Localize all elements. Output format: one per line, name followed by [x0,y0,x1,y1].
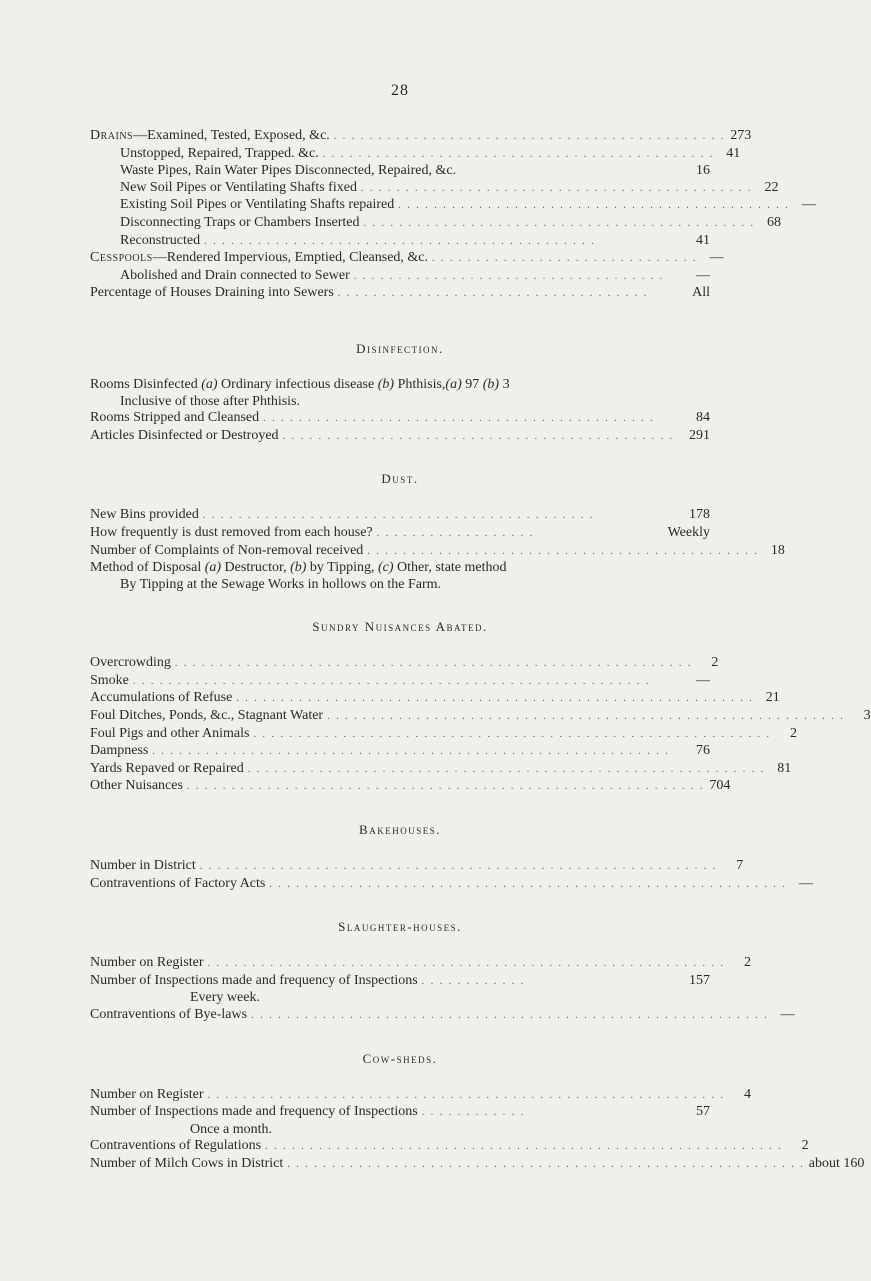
drains-item [90,197,816,215]
item-value: 2 [711,655,719,671]
dust-item [90,525,710,543]
sundry-item [90,690,780,708]
item-value: 7 [736,858,744,874]
item-value: 291 [689,427,710,443]
item-label: New Bins provided [90,507,199,523]
slaughter-inspections-row [90,973,710,991]
leader-dots: . . . . . . . . . . . . . . . . . . . . . . . . . . . . . . . . . . . . . . . . . . . . [282,430,675,442]
leader-dots: . . . . . . . . . . . . . . . . . . . . . . . . . . . . . . . . . . . . . . . . . . . . [363,217,756,229]
item-value: 68 [767,214,782,230]
sundry-heading: Sundry Nuisances Abated. [312,619,488,635]
item-value: 3 [863,708,871,724]
mark-c: (c) [378,560,394,576]
item-value: 57 [696,1104,710,1120]
cowsheds-milch-row [90,1155,865,1174]
cesspools-lead: Cesspools [90,250,153,266]
cowsheds-frequency: Once a month. [190,1121,273,1137]
item-value: 2 [801,1138,809,1154]
cesspools-first-value: — [709,250,724,266]
rooms-b-value: 3 [499,376,510,392]
item-label: Foul Ditches, Ponds, &c., Stagnant Water [90,708,324,724]
bakehouses-item [90,858,744,876]
rooms-ordinary-label: Ordinary infectious disease [217,376,378,392]
leader-dots: . . . . . . . . . . . . . . . . . . . . . . . . . . . . . . . . . . . . . . . . . . . . [322,148,715,160]
drains-item [90,145,741,164]
item-value: 4 [744,1086,752,1102]
leader-dots: . . . . . . . . . . . . . . . . . . . . . . . . . . . . . . [432,253,698,265]
item-label: Overcrowding [90,655,171,671]
rooms-phthisis-label: Phthisis, [394,376,446,392]
leader-dots: . . . . . . . . . . . . . . . . . . . . . . . . . . . . . . . . . . . [353,270,665,282]
leader-dots: . . . . . . . . . . . . . . . . . . [376,527,535,539]
sundry-item [90,760,792,779]
leader-dots: . . . . . . . . . . . . . . . . . . . . . . . . . . . . . . . . . . . . . . . . . . . . . . . . . . . . . . . . . . [207,1089,726,1101]
drains-row-examined [90,128,752,146]
item-label: New Soil Pipes or Ventilating Shafts fixed [120,179,357,195]
cowsheds-section [90,1086,865,1174]
item-label: Existing Soil Pipes or Ventilating Shafts repaired [120,197,395,213]
item-label: Dampness [90,743,149,759]
item-value: All [692,285,710,301]
item-label: Percentage of Houses Draining into Sewers [90,285,334,301]
item-label: Number of Complaints of Non-removal received [90,542,364,558]
report-content [90,128,871,1174]
rooms-a-value: 97 [461,376,483,392]
cowsheds-heading: Cow-sheds. [362,1050,438,1066]
sundry-section [90,655,871,796]
mark-a-value: (a) [445,376,462,392]
leader-dots: . . . . . . . . . . . . . . . . . . . . . . . . . . . . . . . . . . . . . . . . . . . . . . . . . . . . . . . . . . [251,1010,769,1021]
cesspools-row-rendered [90,250,724,268]
item-value: — [696,267,710,283]
drains-item [90,233,710,251]
drains-item [90,163,710,180]
cesspools-section [90,250,724,303]
item-label: Number of Inspections made and frequency of Inspections [90,1104,418,1120]
leader-dots: . . . . . . . . . . . . . . . . . . . . . . . . . . . . . . . . . . . . . . . . . . . . . . . . . . . . . . . . . . [174,658,693,670]
drains-item [90,214,782,233]
leader-dots: . . . . . . . . . . . . . . . . . . . . . . . . . . . . . . . . . . . . . . . . . . . . . . . . . . . . . . . . . . [287,1158,805,1170]
item-label: Other Nuisances [90,778,183,794]
mark-b: (b) [377,376,395,392]
item-label: Contraventions of Factory Acts [90,875,266,891]
item-value: Weekly [667,524,710,540]
dust-item [90,542,785,561]
disinfection-item [90,410,710,428]
item-label: Reconstructed [120,232,201,248]
leader-dots: . . . . . . . . . . . . [421,1107,526,1119]
item-value: 21 [765,690,780,706]
slaughter-register-row [90,955,752,973]
page-number: 28 [391,82,409,99]
item-value: 84 [696,410,710,426]
leader-dots: . . . . . . . . . . . . . . . . . . . . . . . . . . . . . . . . . . . . . . . . . . . . . . . . . . . . . . . . . . [186,781,705,793]
item-label: Smoke [90,672,129,688]
leader-dots: . . . . . . . . . . . . [421,975,526,987]
item-value: 22 [764,179,779,195]
item-value: 76 [696,743,710,759]
item-label: Number on Register [90,1086,204,1102]
mark-b: (b) [290,560,307,576]
item-value: 157 [689,972,710,988]
item-label: Unstopped, Repaired, Trapped. &c. [120,145,319,161]
leader-dots: . . . . . . . . . . . . . . . . . . . . . . . . . . . . . . . . . . . . . . . . . . . . [202,510,595,522]
item-value: 2 [744,955,752,971]
item-value: 18 [770,542,785,558]
rooms-disinfected-label: Rooms Disinfected [90,376,198,392]
item-value: 81 [777,760,792,776]
item-label: Rooms Stripped and Cleansed [90,410,260,426]
item-label: Articles Disinfected or Destroyed [90,427,279,443]
drains-item [90,179,779,198]
inclusive-note: Inclusive of those after Phthisis. [120,393,301,409]
sundry-item [90,655,719,673]
item-label: Number in District [90,858,196,874]
bakehouses-item [90,875,813,894]
disinfection-item [90,428,710,446]
drains-lead: Drains [90,128,134,143]
sundry-item [90,708,871,726]
sundry-item [90,673,710,691]
item-label: Waste Pipes, Rain Water Pipes Disconnected, Repaired, &c. [120,163,457,179]
rooms-disinfected-line [90,377,710,394]
item-label: Contraventions of Regulations [90,1138,262,1154]
leader-dots: . . . . . . . . . . . . . . . . . . . . . . . . . . . . . . . . . . . . . . . . . . . . . . . . . . . . . . . . . . [327,711,845,723]
mark-a: (a) [204,560,222,576]
bakehouses-section [90,858,813,893]
leader-dots: . . . . . . . . . . . . . . . . . . . . . . . . . . . . . . . . . . . . . . . . . . . . . . . . . . . . . . . . . . [265,1141,783,1153]
leader-dots: . . . . . . . . . . . . . . . . . . . . . . . . . . . . . . . . . . . . . . . . . . . . [360,182,753,194]
method-tipping: by Tipping, [306,560,378,576]
method-label: Method of Disposal [90,560,205,576]
item-value: — [780,1007,795,1022]
leader-dots: . . . . . . . . . . . . . . . . . . . . . . . . . . . . . . . . . . . . . . . . . . . . [333,131,726,142]
method-other: Other, state method [393,560,507,576]
item-value: — [798,875,813,891]
item-value: 2 [789,725,797,741]
mark-b-value: (b) [482,376,500,392]
slaughter-section [90,955,795,1024]
item-label: Disconnecting Traps or Chambers Inserted [120,214,360,230]
disinfection-section [90,377,710,445]
item-label: Foul Pigs and other Animals [90,725,250,741]
item-value: 704 [709,778,731,794]
item-label: How frequently is dust removed from each house? [90,524,373,540]
method-destructor: Destructor, [221,560,291,576]
item-label: Accumulations of Refuse [90,690,233,706]
slaughter-heading: Slaughter-houses. [338,919,462,935]
slaughter-frequency: Every week. [190,990,260,1006]
item-value: — [696,672,710,688]
item-value: 178 [689,507,710,523]
dust-item [90,507,710,525]
bakehouses-heading: Bakehouses. [359,822,441,838]
leader-dots: . . . . . . . . . . . . . . . . . . . . . . . . . . . . . . . . . . . . . . . . . . . . [367,545,759,557]
item-value: about 160 [808,1155,865,1171]
leader-dots: . . . . . . . . . . . . . . . . . . . . . . . . . . . . . . . . . . . . . . . . . . . . . . . . . . . . . . . . . . [247,763,766,775]
item-value: 16 [696,163,710,179]
dust-section [90,507,785,593]
cowsheds-inspections-row [90,1104,710,1122]
item-value: 41 [726,145,741,161]
leader-dots: . . . . . . . . . . . . . . . . . . . . . . . . . . . . . . . . . . . . . . . . . . . . . . . . . . . . . . . . . . [253,728,771,740]
slaughter-contraventions-row [90,1007,795,1025]
leader-dots: . . . . . . . . . . . . . . . . . . . . . . . . . . . . . . . . . . . . . . . . . . . . . . . . . . . . . . . . . . [269,878,787,890]
item-label: Number of Inspections made and frequency of Inspections [90,972,418,988]
cowsheds-register-row [90,1086,752,1105]
drains-first-label: —Examined, Tested, Exposed, &c. [133,128,330,143]
cowsheds-contraventions-row [90,1138,809,1156]
item-label: Number on Register [90,955,204,971]
drains-section [90,128,816,250]
leader-dots: . . . . . . . . . . . . . . . . . . . . . . . . . . . . . . . . . . . . . . . . . . . . . . . . . . . . . . . . . . [152,746,670,758]
item-label: Yards Repaved or Repaired [90,760,244,776]
leader-dots: . . . . . . . . . . . . . . . . . . . . . . . . . . . . . . . . . . . . . . . . . . . . . . . . . . . . . . . . . . [207,958,726,970]
cesspools-first-label: —Rendered Impervious, Emptied, Cleansed, &c. [152,250,429,266]
dust-heading: Dust. [381,471,419,487]
method-answer: By Tipping at the Sewage Works in hollows on the Farm. [120,576,442,592]
item-label: Contraventions of Bye-laws [90,1007,248,1022]
item-label: Abolished and Drain connected to Sewer [120,267,350,283]
leader-dots: . . . . . . . . . . . . . . . . . . . . . . . . . . . . . . . . . . . . . . . . . . . . [398,200,790,212]
leader-dots: . . . . . . . . . . . . . . . . . . . . . . . . . . . . . . . . . . . [337,288,649,300]
leader-dots: . . . . . . . . . . . . . . . . . . . . . . . . . . . . . . . . . . . . . . . . . . . . [204,235,596,247]
cesspools-row-abolished [90,268,710,286]
leader-dots: . . . . . . . . . . . . . . . . . . . . . . . . . . . . . . . . . . . . . . . . . . . . . . . . . . . . . . . . . . [132,675,651,687]
item-value: 41 [696,232,710,248]
sundry-item [90,778,731,796]
item-label: Number of Milch Cows in District [90,1155,284,1171]
method-of-disposal-line [90,560,710,577]
sundry-item [90,743,710,761]
disinfection-heading: Disinfection. [356,340,444,356]
percentage-row [90,285,710,303]
item-value: — [801,197,816,213]
leader-dots: . . . . . . . . . . . . . . . . . . . . . . . . . . . . . . . . . . . . . . . . . . . . . . . . . . . . . . . . . . [236,693,754,705]
mark-a: (a) [201,376,218,392]
leader-dots: . . . . . . . . . . . . . . . . . . . . . . . . . . . . . . . . . . . . . . . . . . . . . . . . . . . . . . . . . . [199,861,718,873]
leader-dots: . . . . . . . . . . . . . . . . . . . . . . . . . . . . . . . . . . . . . . . . . . . . [263,413,655,425]
drains-first-value: 273 [730,128,752,143]
sundry-item [90,725,797,744]
